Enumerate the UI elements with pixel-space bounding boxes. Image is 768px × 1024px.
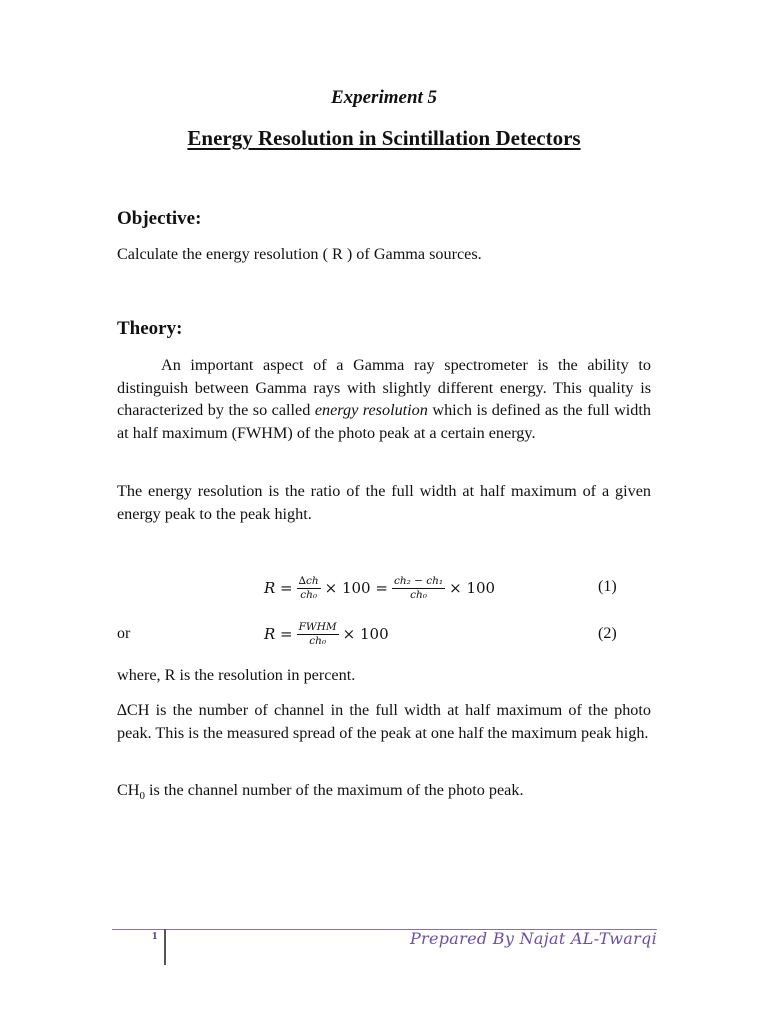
theory-paragraph-1-part-b: which is defined as the full width at half maximum (FWHM) of the photo peak at a certain energy. (117, 401, 651, 442)
equation-2-number: (2) (598, 625, 617, 642)
equation-1 (264, 570, 495, 606)
energy-resolution-term: energy resolution (314, 401, 428, 419)
theory-paragraph-1-part-a: An important aspect of a Gamma ray spectrometer is the ability to distinguish between Gamma rays with slightly different energy. This quality is characterized by the so called (117, 356, 651, 419)
ch0-subscript: 0 (139, 790, 145, 803)
document-title (0, 126, 768, 151)
objective-heading: Objective: (117, 208, 202, 229)
eq1-tail: × 100 (449, 579, 496, 597)
delta-ch-text: ∆CH is the number of channel in the full width at half maximum of the photo peak. This is the measured spread of the peak at one half the maximum peak high. (117, 701, 651, 742)
eq2-fraction (297, 621, 339, 648)
eq2-lhs: R = (264, 625, 293, 643)
theory-paragraph-2: The energy resolution is the ratio of the full width at half maximum of a given energy peak to the peak hight. (117, 482, 651, 523)
footer-divider (164, 929, 166, 965)
equation-2 (264, 616, 389, 652)
equation-1-number: (1) (598, 578, 617, 595)
theory-paragraph-1 (117, 354, 651, 444)
eq1-lhs: R = (264, 579, 293, 597)
objective-text: Calculate the energy resolution ( R ) of Gamma sources. (117, 245, 482, 263)
page-number: 1 (152, 930, 158, 942)
theory-heading: Theory: (117, 318, 183, 339)
document-title-text: Energy Resolution in Scintillation Detectors (187, 126, 581, 150)
equation-2-prefix: or (117, 625, 131, 642)
eq1-frac1-denominator: ch₀ (300, 588, 318, 601)
eq1-frac2-numerator: ch₂ − ch₁ (393, 574, 444, 587)
eq1-fraction-1 (297, 575, 321, 602)
ch0-text (117, 779, 651, 808)
eq2-numerator: FWHM (298, 620, 337, 633)
ch0-description: is the channel number of the maximum of the photo peak. (145, 781, 524, 799)
prepared-by: Prepared By Najat AL-Twarqi (409, 929, 657, 948)
eq1-fraction-2 (392, 575, 445, 602)
eq2-tail: × 100 (342, 625, 389, 643)
experiment-number: Experiment 5 (330, 87, 438, 108)
eq2-denominator: ch₀ (309, 634, 327, 647)
where-text: where, R is the resolution in percent. (117, 666, 356, 684)
eq1-frac2-denominator: ch₀ (410, 588, 427, 601)
ch0-symbol: CH (117, 781, 140, 799)
eq1-frac1-numerator: ∆ch (298, 574, 319, 587)
eq1-mid: × 100 = (324, 579, 388, 597)
